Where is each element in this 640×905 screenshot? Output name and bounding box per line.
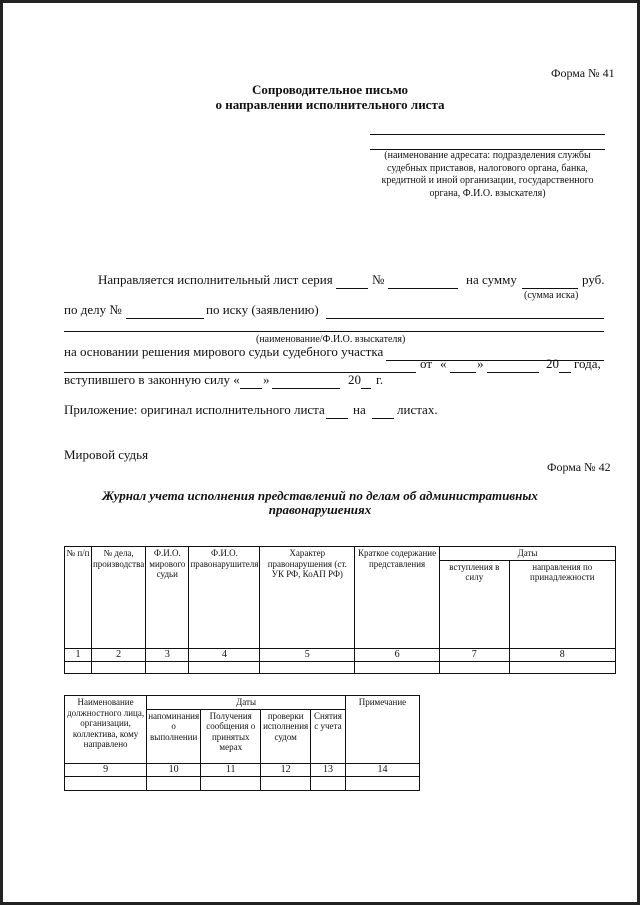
line2-case-label: по делу № — [64, 302, 122, 317]
t1-colnum: 5 — [260, 648, 355, 662]
t1-header-offender: Ф.И.О. правонарушителя — [189, 547, 260, 649]
form-42-number: Форма № 42 — [547, 460, 611, 474]
effective-day-blank — [240, 388, 262, 389]
addressee-line-1 — [370, 134, 605, 135]
addressee-caption: (наименование адресата: подразделения службы судебных приставов, налогового органа, банка, кредитной и иной организации, государственного органа, Ф.И.О. взыскателя) — [381, 150, 594, 199]
line2-claim-label: по иску (заявлению) — [206, 302, 319, 317]
form-41-number: Форма № 41 — [551, 66, 615, 80]
t2-header-removal: Снятия с учета — [310, 709, 345, 763]
t1-empty-cell — [355, 662, 440, 674]
t1-header-effective: вступления в силу — [440, 560, 510, 648]
line1-prefix: Направляется исполнительный лист серия — [98, 272, 333, 287]
t2-empty-cell — [310, 777, 345, 791]
t1-colnum: 4 — [189, 648, 260, 662]
line1-number-sign: № — [372, 272, 385, 287]
signature-label: Мировой судья — [64, 447, 149, 462]
t1-empty-cell — [65, 662, 92, 674]
line4-ot: от — [420, 356, 433, 371]
claimant-blank — [64, 331, 604, 332]
effective-year-blank — [361, 388, 371, 389]
attachment-text: Приложение: оригинал исполнительного листа — [64, 402, 325, 417]
t2-empty-cell — [147, 777, 201, 791]
sum-blank — [522, 288, 578, 289]
t1-header-num: № п/п — [65, 547, 92, 649]
t1-header-forwarding: направления по принадлежности — [509, 560, 615, 648]
page-border-left — [0, 0, 3, 905]
journal-table-2 — [64, 695, 420, 791]
t1-colnum: 2 — [91, 648, 145, 662]
line4-quote-close: » — [477, 356, 484, 371]
sum-caption: (сумма иска) — [524, 290, 579, 301]
claim-blank — [326, 318, 604, 319]
t2-empty-cell — [261, 777, 311, 791]
court-plot-blank — [386, 360, 604, 361]
t2-colnum: 13 — [310, 763, 345, 777]
t2-header-reminder: напоминания о выполнении — [147, 709, 201, 763]
line5-g: г. — [376, 372, 384, 387]
t2-colnum: 11 — [201, 763, 261, 777]
journal-title-line2: правонарушениях — [268, 502, 372, 517]
t2-empty-cell — [345, 777, 419, 791]
t1-empty-cell — [189, 662, 260, 674]
t1-empty-cell — [91, 662, 145, 674]
t2-header-notes: Примечание — [345, 696, 419, 764]
journal-title-line1: Журнал учета исполнения представлений по делам об административных — [102, 488, 538, 503]
t1-header-dates: Даты — [440, 547, 616, 561]
sheets-blank — [372, 418, 394, 419]
t1-colnum: 7 — [440, 648, 510, 662]
t2-colnum: 12 — [261, 763, 311, 777]
t1-header-case: № дела, производства — [91, 547, 145, 649]
series-blank — [336, 288, 368, 289]
letter-title-line2: о направлении исполнительного листа — [215, 97, 445, 112]
t1-colnum: 6 — [355, 648, 440, 662]
t2-header-check: проверки исполнения судом — [261, 709, 311, 763]
journal-table-1 — [64, 546, 616, 674]
line5-text: вступившего в законную силу « — [64, 372, 240, 387]
line5-year-prefix: 20 — [348, 372, 361, 387]
t1-empty-cell — [260, 662, 355, 674]
t1-header-summary: Краткое содержание представления — [355, 547, 440, 649]
t2-empty-cell — [65, 777, 147, 791]
copies-blank — [326, 418, 348, 419]
t1-empty-cell — [440, 662, 510, 674]
t1-empty-cell — [509, 662, 615, 674]
t2-colnum: 14 — [345, 763, 419, 777]
t2-empty-cell — [201, 777, 261, 791]
claimant-caption: (наименование/Ф.И.О. взыскателя) — [256, 334, 406, 345]
t2-colnum: 10 — [147, 763, 201, 777]
attachment-na: на — [353, 402, 366, 417]
t2-header-dates: Даты — [147, 696, 346, 710]
number-blank — [388, 288, 458, 289]
letter-title-line1: Сопроводительное письмо — [251, 82, 409, 97]
month-blank — [487, 372, 539, 373]
t1-header-judge: Ф.И.О. мирового судьи — [146, 547, 189, 649]
line4-quote-open: « — [440, 356, 447, 371]
t2-colnum: 9 — [65, 763, 147, 777]
t2-header-response: Получения сообщения о принятых мерах — [201, 709, 261, 763]
year-blank — [559, 372, 571, 373]
t1-colnum: 3 — [146, 648, 189, 662]
line4-year-prefix: 20 — [546, 356, 559, 371]
t1-empty-cell — [146, 662, 189, 674]
effective-month-blank — [272, 388, 340, 389]
line4-god: года, — [574, 356, 601, 371]
t2-header-recipient: Наименование должностного лица, организации, коллектива, кому направлено — [65, 696, 147, 764]
line1-rub: руб. — [582, 272, 605, 287]
attachment-sheets: листах. — [397, 402, 438, 417]
line5-quote-close: » — [263, 372, 270, 387]
case-number-blank — [126, 318, 204, 319]
t1-colnum: 8 — [509, 648, 615, 662]
day-blank — [450, 372, 476, 373]
line1-sum-label: на сумму — [466, 272, 517, 287]
t1-colnum: 1 — [65, 648, 92, 662]
line3-text: на основании решения мирового судьи судебного участка — [64, 344, 384, 359]
page-border-top — [0, 0, 640, 3]
t1-header-offense-type: Характер правонарушения (ст. УК РФ, КоАП РФ) — [260, 547, 355, 649]
